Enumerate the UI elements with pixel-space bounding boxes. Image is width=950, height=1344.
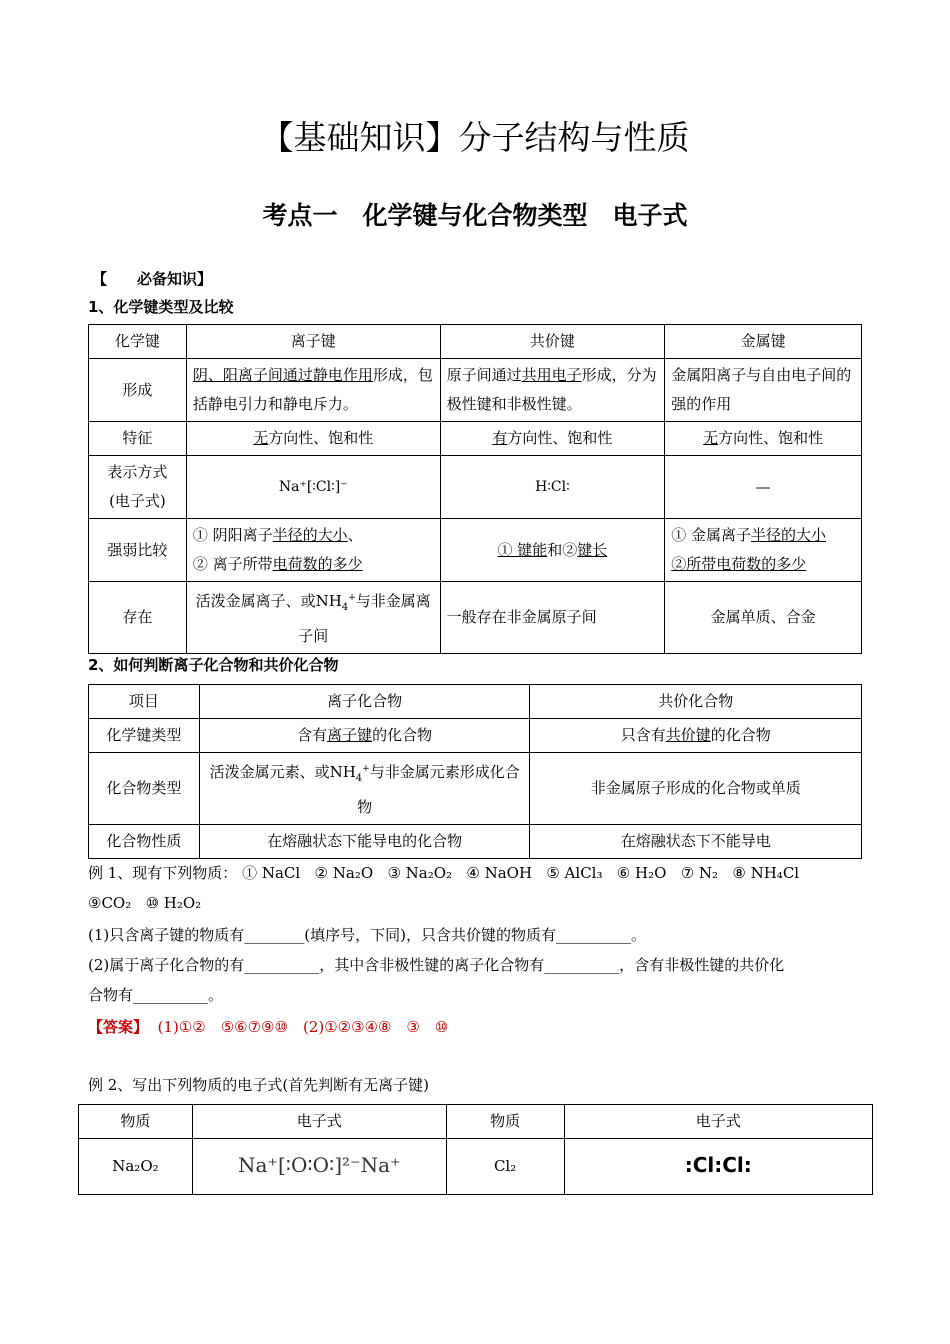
cell-text: 与非金属元素形成化合物: [357, 763, 520, 816]
table-row: [89, 685, 862, 719]
cell-text: 原子间通过: [446, 366, 522, 384]
example1-question-1: (1)只含离子键的物质有________(填序号，下同)，只含共价键的物质有__________。: [88, 926, 646, 944]
header-cell: 共价化合物: [530, 685, 862, 719]
electron-formula: :Cl:Cl:: [684, 1153, 752, 1177]
electron-formula-table: [78, 1104, 873, 1195]
table-row: [79, 1105, 873, 1139]
underlined-text: 键长: [577, 540, 608, 559]
header-cell: 化学键: [89, 325, 187, 359]
electron-formula: Na⁺[∶O∶O∶]²⁻Na⁺: [238, 1153, 401, 1177]
metallic-feature: [665, 422, 862, 456]
question-text: 合物有__________。: [88, 986, 224, 1004]
header-cell: 离子键: [186, 325, 440, 359]
substance-item: ① NaCl: [242, 864, 301, 882]
ionic-compound-type: [199, 753, 530, 825]
cell-text: 含有: [297, 726, 328, 744]
cell-text: 的化合物: [372, 726, 433, 744]
row-label: 化合物类型: [89, 753, 200, 825]
covalent-electron-formula: [440, 456, 665, 519]
substance-na2o2: Na₂O₂: [79, 1139, 193, 1195]
metallic-exist: 金属单质、合金: [665, 582, 862, 654]
electron-formula: H∶Cl∶: [535, 479, 570, 495]
covalent-compound-property: 在熔融状态下不能导电: [530, 825, 862, 859]
table-row: [89, 825, 862, 859]
ionic-compound-property: 在熔融状态下能导电的化合物: [199, 825, 530, 859]
electron-formula: Na⁺[∶Cl∶]⁻: [278, 479, 348, 495]
underlined-text: 共价键: [665, 726, 711, 744]
underlined-text: 电荷数的多少: [272, 555, 363, 573]
na2o2-electron-formula: [192, 1139, 446, 1195]
row-label: 特征: [89, 422, 187, 456]
cell-text: 形成，分为极性键和非极性键。: [446, 366, 657, 413]
page-title: 【基础知识】分子结构与性质: [260, 118, 690, 157]
cell-text: 活泼金属元素、或NH: [209, 763, 356, 781]
header-cell: 金属键: [665, 325, 862, 359]
cell-text: ① 阴阳离子: [192, 526, 273, 544]
table-row: [89, 719, 862, 753]
metallic-formation: 金属阳离子与自由电子间的强的作用: [665, 359, 862, 422]
substance-item: ③ Na₂O₂: [387, 864, 453, 882]
covalent-compound-type: 非金属原子形成的化合物或单质: [530, 753, 862, 825]
question-text: (2)属于离子化合物的有__________，其中含非极性键的离子化合物有__________，含有非极性键的共价化: [88, 956, 785, 974]
example1-substances: [88, 858, 868, 918]
page-subtitle: 考点一 化学键与化合物类型 电子式: [262, 201, 688, 230]
underlined-text: ②所带电荷数的多少: [671, 555, 807, 573]
covalent-formation: [440, 359, 665, 422]
substance-item: ⑨CO₂: [88, 894, 132, 912]
row-label: [89, 456, 187, 519]
metallic-strength: [665, 519, 862, 582]
table-row: [89, 359, 862, 422]
substance-item: ⑦ N₂: [680, 864, 719, 882]
underlined-text: 有: [492, 429, 508, 447]
metallic-electron-formula: —: [665, 456, 862, 519]
header-cell: 电子式: [192, 1105, 446, 1139]
cell-text: ② 离子所带: [192, 555, 273, 573]
row-label: 存在: [89, 582, 187, 654]
underlined-text: 阴、阳离子间通过静电作用: [192, 366, 373, 384]
substance-item: ⑩ H₂O₂: [145, 894, 202, 912]
cell-text: 、: [347, 526, 363, 544]
cell-text: 方向性、饱和性: [507, 429, 613, 447]
cell-text: (电子式): [109, 492, 166, 510]
covalent-bond-type: [530, 719, 862, 753]
substance-item: ⑤ AlCl₃: [546, 864, 603, 882]
table-row: [89, 422, 862, 456]
cell-text: 方向性、饱和性: [718, 429, 824, 447]
substance-item: ② Na₂O: [314, 864, 374, 882]
underlined-text: 共用电子: [521, 366, 582, 384]
header-cell: 项目: [89, 685, 200, 719]
header-cell: 物质: [79, 1105, 193, 1139]
ionic-electron-formula: [186, 456, 440, 519]
cell-text: 活泼金属离子、或NH: [195, 592, 342, 610]
heading-1: 1、化学键类型及比较: [88, 298, 234, 316]
cell-text: 形成，包括静电引力和静电斥力。: [192, 366, 433, 413]
cell-text: 和②: [547, 540, 578, 559]
cl2-electron-formula: [564, 1139, 873, 1195]
row-label: 形成: [89, 359, 187, 422]
superscript: +: [348, 593, 356, 603]
subscript: 4: [355, 773, 363, 784]
row-label: 化学键类型: [89, 719, 200, 753]
substance-item: ⑧ NH₄Cl: [732, 864, 800, 882]
header-cell: 离子化合物: [199, 685, 530, 719]
answer-text: (1)①② ⑤⑥⑦⑨⑩ (2)①②③④⑧ ③ ⑩: [157, 1018, 449, 1036]
underlined-text: 离子键: [327, 726, 373, 744]
substance-item: ④ NaOH: [466, 864, 533, 882]
ionic-feature: [186, 422, 440, 456]
example1-answer: [88, 1012, 448, 1042]
answer-label: 【答案】: [88, 1018, 149, 1036]
covalent-feature: [440, 422, 665, 456]
superscript: +: [362, 764, 370, 774]
compound-judgment-table: [88, 684, 862, 859]
ionic-strength: [186, 519, 440, 582]
cell-text: 方向性、饱和性: [268, 429, 374, 447]
table-row: [79, 1139, 873, 1195]
ionic-bond-type: [199, 719, 530, 753]
ionic-formation: [186, 359, 440, 422]
substance-cl2: Cl₂: [446, 1139, 564, 1195]
cell-text: ① 金属离子: [671, 526, 752, 544]
underlined-text: ① 键能: [497, 540, 548, 559]
underlined-text: 半径的大小: [751, 526, 827, 544]
cell-text: 与非金属离子间: [298, 592, 431, 645]
table-row: [89, 456, 862, 519]
header-cell: 电子式: [564, 1105, 873, 1139]
underlined-text: 无: [703, 429, 719, 447]
ionic-exist: [186, 582, 440, 654]
cell-text: 只含有: [620, 726, 666, 744]
header-cell: 共价键: [440, 325, 665, 359]
table-row: [89, 519, 862, 582]
table-row: [89, 753, 862, 825]
substance-item: ⑥ H₂O: [616, 864, 667, 882]
cell-text: 表示方式: [107, 463, 168, 481]
underlined-text: 无: [253, 429, 269, 447]
header-cell: 物质: [446, 1105, 564, 1139]
example1-question-2: [88, 950, 868, 1010]
subscript: 4: [341, 602, 349, 613]
row-label: 强弱比较: [89, 519, 187, 582]
covalent-exist: 一般存在非金属原子间: [440, 582, 665, 654]
example2-intro: 例 2、写出下列物质的电子式(首先判断有无离子键): [88, 1076, 430, 1094]
row-label: 化合物性质: [89, 825, 200, 859]
section-label: 【 必备知识】: [92, 270, 213, 288]
cell-text: 的化合物: [710, 726, 771, 744]
heading-2: 2、如何判断离子化合物和共价化合物: [88, 656, 339, 674]
example-intro: 例 1、现有下列物质：: [88, 864, 238, 882]
bond-comparison-table: [88, 324, 862, 654]
underlined-text: 半径的大小: [272, 526, 348, 544]
table-row: [89, 325, 862, 359]
table-row: [89, 582, 862, 654]
covalent-strength: [440, 519, 665, 582]
